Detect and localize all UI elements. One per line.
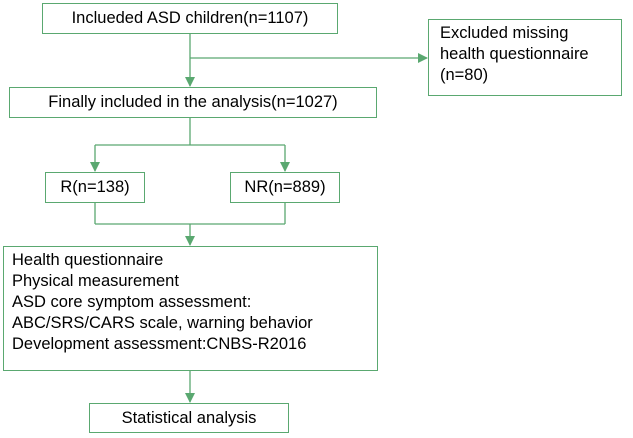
final-label: Finally included in the analysis(n=1027) bbox=[48, 93, 338, 111]
assessment-line-4: ABC/SRS/CARS scale, warning behavior bbox=[12, 314, 313, 332]
final-box bbox=[9, 87, 377, 118]
r-group-label: R(n=138) bbox=[60, 178, 130, 196]
assessment-line-5: Development assessment:CNBS-R2016 bbox=[12, 335, 307, 353]
statistical-label: Statistical analysis bbox=[121, 408, 257, 427]
included-box bbox=[42, 3, 338, 34]
excluded-line-1: Excluded missing bbox=[440, 24, 569, 42]
assessment-line-2: Physical measurement bbox=[12, 272, 179, 290]
assessment-line-3: ASD core symptom assessment: bbox=[12, 293, 252, 311]
assessment-line-1: Health questionnaire bbox=[12, 251, 164, 269]
excluded-line-3: (n=80) bbox=[440, 66, 489, 84]
nr-group-label: NR(n=889) bbox=[244, 178, 326, 196]
nr-group-box bbox=[230, 172, 340, 203]
assessment-box bbox=[3, 246, 378, 371]
included-label: Inclueded ASD children(n=1107) bbox=[71, 9, 309, 27]
r-group-box bbox=[45, 172, 145, 203]
statistical-box bbox=[89, 403, 289, 433]
excluded-line-2: health questionnaire bbox=[440, 45, 589, 63]
excluded-box bbox=[428, 19, 622, 96]
